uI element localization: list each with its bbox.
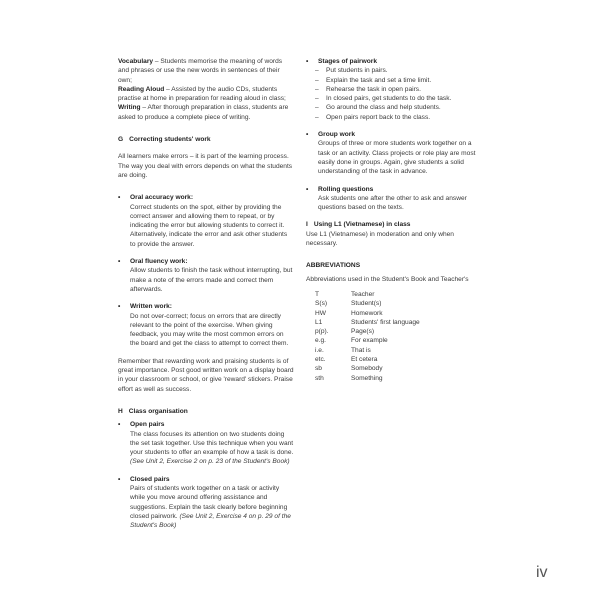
written-title: Written work: (130, 303, 173, 311)
abbreviation-row (306, 346, 484, 355)
stage-item: – Go around the class and help students. (306, 103, 484, 112)
abbreviation-value: Student(s) (351, 300, 382, 308)
stages-item (306, 57, 484, 66)
stages-list (306, 66, 484, 122)
section-g-letter: G (118, 136, 124, 144)
abbreviation-value: Students' first language (351, 318, 420, 326)
abbreviation-value: Teacher (351, 290, 375, 298)
page-number: iv (536, 564, 548, 581)
abbreviation-value: Et cetera (351, 356, 378, 364)
section-i-heading (306, 220, 484, 229)
abbreviation-value: Page(s) (351, 328, 375, 336)
bullet-icon: • (306, 185, 309, 193)
bullet-icon: • (118, 194, 121, 202)
vocabulary-text: – Students memorise the meaning of words and phrases or use the new words in sentences of their own; (118, 58, 283, 84)
abbreviation-key: T (315, 290, 320, 298)
closed-pairs-text: Pairs of students work together on a task or activity while you move around offering assistance and suggestions. Explain the task clearly before beginning closed pairwork. (130, 484, 288, 520)
closed-pairs-reference: (See Unit 2, Exercise 4 on p. 29 of the Student's Book) (130, 512, 291, 530)
abbreviation-key: S(s) (315, 300, 328, 308)
open-pairs-title: Open pairs (130, 421, 165, 429)
stages-title: Stages of pairwork (318, 58, 377, 65)
written-item (118, 302, 294, 348)
abbreviation-key: e.g. (315, 337, 326, 345)
open-pairs-paragraph (130, 430, 294, 467)
stage-item: – Put students in pairs. (306, 66, 484, 75)
group-work-item (306, 130, 484, 176)
abbreviation-row (306, 309, 484, 318)
abbreviation-row (306, 327, 484, 336)
abbreviation-row (306, 290, 484, 299)
section-h-heading (118, 407, 294, 416)
abbreviation-value: Somebody (351, 365, 383, 373)
left-column (118, 57, 294, 530)
accuracy-item (118, 193, 294, 249)
abbreviation-key: etc. (315, 356, 326, 364)
section-g-heading (118, 135, 294, 144)
section-h-title: Class organisation (128, 407, 188, 415)
section-h-letter: H (118, 407, 123, 415)
accuracy-title: Oral accuracy work: (130, 194, 194, 202)
section-i-title: Using L1 (Vietnamese) in class (313, 221, 411, 229)
right-column (306, 57, 484, 383)
open-pairs-reference: (See Unit 2, Exercise 2 on p. 23 of the Student's Book) (130, 458, 290, 466)
closed-pairs-title: Closed pairs (130, 475, 170, 483)
group-work-title: Group work (318, 131, 355, 139)
written-text: Do not over-correct; focus on errors that are directly relevant to the point of the exercise. When giving feedback, you may write the most common errors on the board and get the class to attempt to correct them. (130, 312, 289, 348)
abbreviation-key: L1 (315, 318, 323, 326)
abbreviation-value: That is (351, 346, 371, 354)
stage-item: – Explain the task and set a time limit. (306, 76, 484, 85)
open-pairs-item (118, 420, 294, 466)
abbreviations-intro: Abbreviations used in the Student's Book and Teacher's (306, 275, 469, 283)
vocabulary-title: Vocabulary (118, 58, 154, 65)
abbreviation-row (306, 355, 484, 364)
abbreviations-title: ABBREVIATIONS (306, 262, 361, 270)
group-work-text: Groups of three or more students work together on a task or an activity. Class projects or role play are most easily done in groups. Again, give students a solid understanding of the task in advance. (318, 140, 476, 176)
rolling-questions-title: Rolling questions (318, 185, 374, 193)
reading-text: – Assisted by the audio CDs, students practise at home in preparation for reading aloud in class; (118, 85, 286, 103)
writing-paragraph (118, 103, 294, 122)
rolling-questions-text: Ask students one after the other to ask and answer questions based on the texts. (318, 194, 467, 212)
closed-pairs-paragraph (130, 484, 294, 530)
writing-title: Writing (118, 104, 141, 112)
accuracy-text: Correct students on the spot, either by providing the correct answer and allowing them to repeat, or by indicating the error but allowing students to correct it. Alternatively, indicate the error and ask other students to provide the answer. (130, 203, 288, 248)
section-g-title: Correcting students' work (129, 136, 211, 144)
bullet-icon: • (118, 421, 121, 429)
abbreviation-key: HW (315, 309, 326, 317)
abbreviation-value: For example (351, 337, 388, 345)
fluency-text: Allow students to finish the task without interrupting, but make a note of the errors made and correct them afterwards. (130, 267, 293, 293)
abbreviation-key: p(p). (315, 328, 329, 336)
abbreviation-key: sb (315, 365, 322, 373)
section-i-text: Use L1 (Vietnamese) in moderation and only when necessary. (306, 230, 454, 248)
bullet-icon: • (306, 58, 309, 65)
remember-paragraph: Remember that rewarding work and praising students is of great importance. Post good written work on a display board in your classroom or school, or give 'reward' stickers. Praise effort as well as success. (118, 357, 294, 393)
fluency-item (118, 257, 294, 294)
abbreviation-row (306, 299, 484, 308)
section-i-letter: I (306, 221, 308, 229)
section-g-intro: All learners make errors – it is part of the learning process. The way you deal with errors depends on what the students are doing. (118, 153, 293, 179)
bullet-icon: • (306, 131, 309, 139)
abbreviation-value: Something (351, 374, 383, 382)
abbreviation-row (306, 374, 484, 383)
reading-paragraph (118, 85, 294, 104)
abbreviation-row (306, 364, 484, 373)
bullet-icon: • (118, 475, 121, 483)
reading-title: Reading Aloud (118, 85, 165, 93)
abbreviation-key: i.e. (315, 346, 324, 354)
abbreviation-key: sth (315, 374, 324, 382)
bullet-icon: • (118, 258, 121, 266)
abbreviation-row (306, 318, 484, 327)
stage-item: – In closed pairs, get students to do the task. (306, 94, 484, 103)
fluency-title: Oral fluency work: (130, 258, 188, 266)
stage-item: – Open pairs report back to the class. (306, 113, 484, 122)
vocabulary-paragraph (118, 57, 294, 85)
abbreviation-row (306, 336, 484, 345)
writing-text: – After thorough preparation in class, students are asked to produce a complete piece of writing. (118, 104, 289, 121)
stage-item: – Rehearse the task in open pairs. (306, 85, 484, 94)
bullet-icon: • (118, 303, 121, 311)
rolling-questions-item (306, 185, 484, 213)
open-pairs-text: The class focuses its attention on two students doing the set task together. Use this technique when you want your students to offer an example of how a task is done. (130, 430, 294, 457)
abbreviations-table (306, 290, 484, 383)
closed-pairs-item (118, 475, 294, 531)
abbreviation-value: Homework (351, 309, 383, 317)
